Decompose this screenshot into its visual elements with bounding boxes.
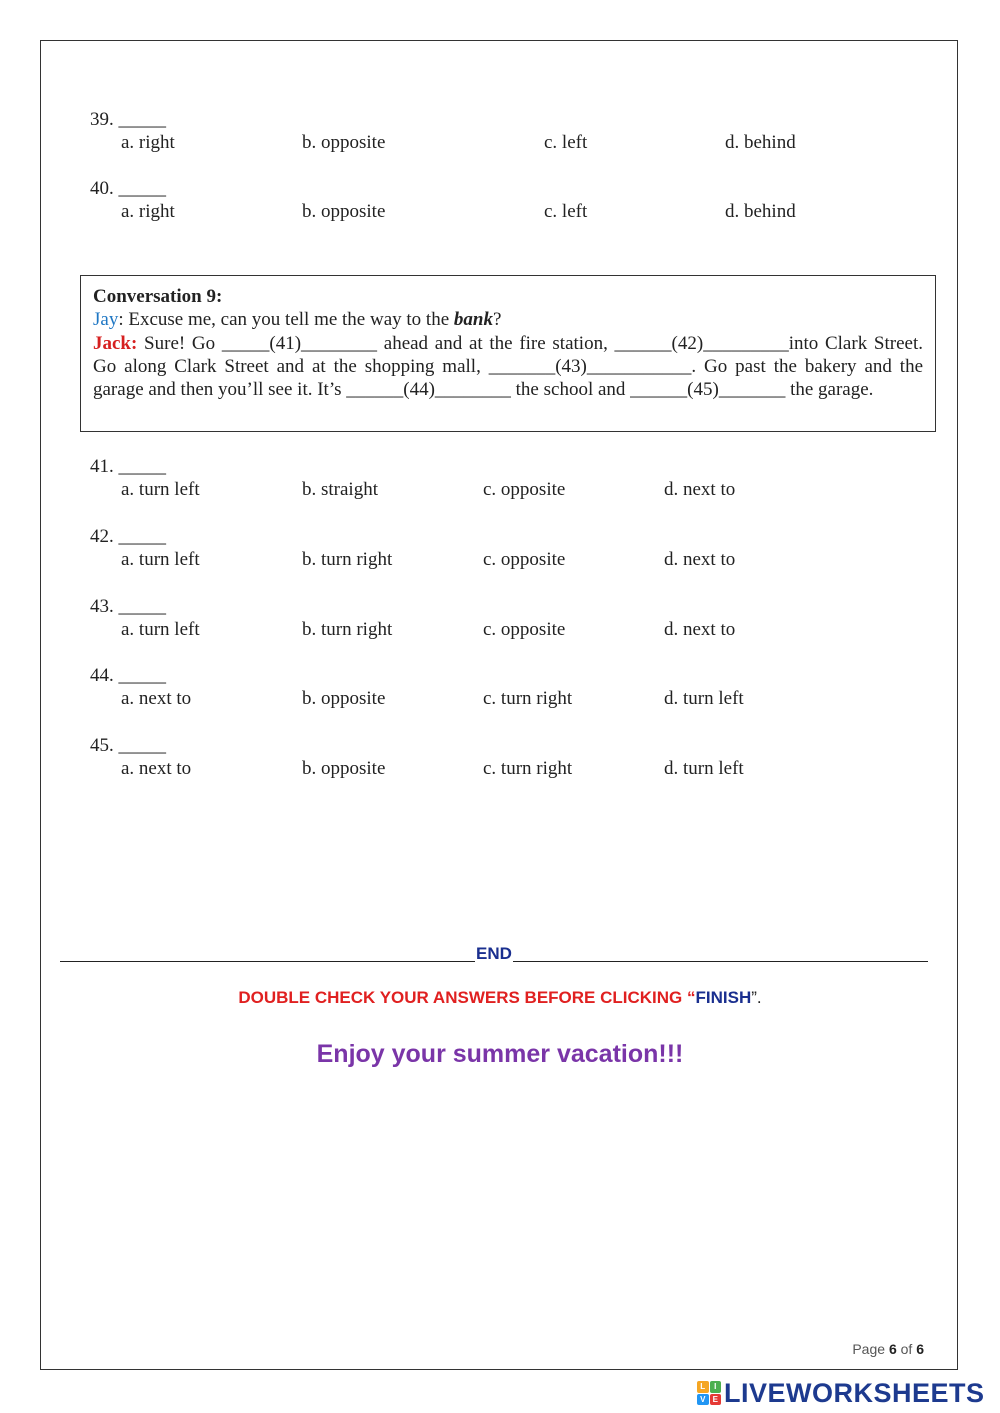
option-d[interactable]: d. next to [664, 479, 736, 500]
question-number: 42. _____ [90, 526, 166, 547]
option-d[interactable]: d. behind [725, 201, 796, 222]
jack-speaker: Jack: [93, 332, 138, 354]
double-check-notice [0, 988, 1000, 1008]
logo-letter-v: V [697, 1394, 709, 1406]
finish-word: FINISH [695, 988, 752, 1007]
end-label: END [476, 944, 512, 963]
page-middle: of [896, 1341, 917, 1357]
option-d[interactable]: d. next to [664, 619, 736, 640]
question-42 [90, 525, 890, 571]
end-rule-left [60, 961, 475, 962]
question-number: 41. _____ [90, 456, 166, 477]
question-number: 40. _____ [90, 178, 166, 199]
option-a[interactable]: a. turn left [121, 549, 200, 570]
option-a[interactable]: a. next to [121, 688, 192, 709]
page-current: 6 [888, 1341, 897, 1357]
page-total: 6 [916, 1341, 924, 1357]
question-45 [90, 734, 890, 780]
page-number [852, 1341, 924, 1357]
option-b[interactable]: b. straight [302, 479, 378, 500]
jay-speaker: Jay [93, 309, 119, 331]
jay-line [93, 308, 923, 331]
option-c[interactable]: c. opposite [483, 549, 566, 570]
option-a[interactable]: a. turn left [121, 619, 200, 640]
question-44 [90, 664, 890, 710]
logo-letter-i: I [710, 1381, 722, 1393]
conversation-title: Conversation 9: [93, 286, 223, 307]
logo-letter-e: E [710, 1394, 722, 1406]
option-c[interactable]: c. left [544, 201, 588, 222]
question-number: 44. _____ [90, 665, 166, 686]
jay-text: : Excuse me, can you tell me the way to the [118, 309, 454, 331]
conversation-box [80, 275, 936, 432]
option-b[interactable]: b. turn right [302, 619, 393, 640]
closing-message: Enjoy your summer vacation!!! [316, 1040, 684, 1068]
option-c[interactable]: c. opposite [483, 619, 566, 640]
option-a[interactable]: a. turn left [121, 479, 200, 500]
option-b[interactable]: b. turn right [302, 549, 393, 570]
question-number: 45. _____ [90, 735, 166, 756]
option-b[interactable]: b. opposite [302, 132, 386, 153]
brand-logo-icon [697, 1381, 721, 1405]
option-c[interactable]: c. opposite [483, 479, 566, 500]
option-a[interactable]: a. next to [121, 758, 192, 779]
option-d[interactable]: d. next to [664, 549, 736, 570]
option-c[interactable]: c. left [544, 132, 588, 153]
question-40 [90, 177, 890, 223]
brand-name: LIVEWORKSHEETS [724, 1377, 985, 1408]
page-prefix: Page [852, 1341, 889, 1357]
question-number: 39. _____ [90, 109, 166, 130]
question-number: 43. _____ [90, 596, 166, 617]
end-rule-right [513, 961, 928, 962]
option-a[interactable]: a. right [121, 201, 175, 222]
bank-word: bank [453, 309, 493, 331]
option-c[interactable]: c. turn right [483, 688, 573, 709]
option-c[interactable]: c. turn right [483, 758, 573, 779]
liveworksheets-brand [697, 1377, 985, 1409]
jack-text: Sure! Go _____(41)________ ahead and at the fire station, ______(42)_________into Clark Street. Go along Clark Street and at the shopping mall, _______(43)___________. Go past the bakery and the garage and then you’ll see it. It’s ______(44)________ the school and ______(45)_______ the garage. [93, 332, 923, 401]
option-b[interactable]: b. opposite [302, 201, 386, 222]
jay-text-end: ? [492, 309, 502, 331]
jack-line [93, 332, 923, 402]
option-d[interactable]: d. turn left [664, 758, 744, 779]
question-43 [90, 595, 890, 641]
double-check-text: DOUBLE CHECK YOUR ANSWERS BEFORE CLICKING “ [238, 988, 696, 1007]
double-check-closing: ”. [751, 988, 762, 1007]
end-divider [60, 944, 928, 964]
option-d[interactable]: d. behind [725, 132, 796, 153]
logo-letter-l: L [697, 1381, 709, 1393]
option-b[interactable]: b. opposite [302, 688, 386, 709]
question-39 [90, 108, 890, 154]
option-b[interactable]: b. opposite [302, 758, 386, 779]
question-41 [90, 455, 890, 501]
option-d[interactable]: d. turn left [664, 688, 744, 709]
option-a[interactable]: a. right [121, 132, 175, 153]
